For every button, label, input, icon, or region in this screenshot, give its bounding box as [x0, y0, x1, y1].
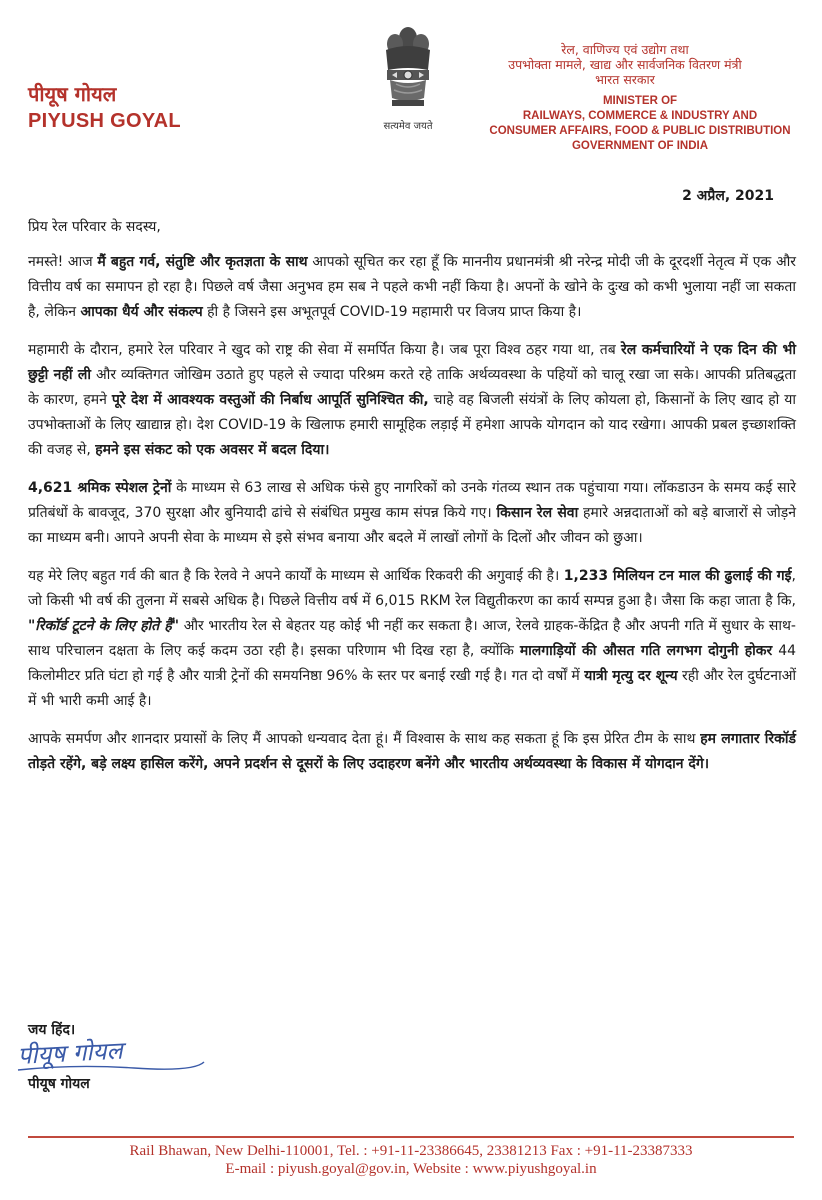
emphasized-text: हम लगातार रिकॉर्ड तोड़ते रहेंगे, बड़े लक्ष्य हासिल करेंगे, अपने प्रदर्शन से दूसरों के लिए उदाहरण बनेंगे और भारतीय अर्थव्यवस्था के विकास में योगदान देंगे। [28, 731, 797, 772]
signer-name: पीयूष गोयल [28, 1076, 90, 1092]
signature-text: पीयूष गोयल [16, 1036, 124, 1070]
minister-title-english [480, 94, 800, 154]
emphasized-text: आपका धैर्य और संकल्प [80, 304, 203, 320]
body-paragraph: नमस्ते! आज मैं बहुत गर्व, संतुष्टि और कृतज्ञता के साथ आपको सूचित कर रहा हूँ कि माननीय प्रधानमंत्री श्री नरेन्द्र मोदी जी के दूरदर्शी नेतृत्व में एक और वित्तीय वर्ष का समापन हो रहा है। पिछले वर्ष जैसा अनुभव हम सब ने पहले कभी नहीं किया है। अपनों के खोने के दुःख को कभी भुलाया नहीं जा सकता है, लेकिन आपका धैर्य और संकल्प ही है जिसने इस अभूतपूर्व COVID-19 महामारी पर विजय प्राप्त किया है। [28, 254, 796, 320]
body-paragraph: यह मेरे लिए बहुत गर्व की बात है कि रेलवे ने अपने कार्यों के माध्यम से आर्थिक रिकवरी की अगुवाई की है। 1,233 मिलियन टन माल की ढुलाई की गई, जो किसी भी वर्ष की तुलना में सबसे अधिक है। पिछले वित्तीय वर्ष में 6,015 RKM रेल विद्युतीकरण का कार्य सम्पन्न हुआ है। जैसा कि कहा जाता है कि, "रिकॉर्ड टूटने के लिए होते हैं" और भारतीय रेल से बेहतर यह कोई भी नहीं कर सकता है। आज, रेलवे ग्राहक-केंद्रित है और अपनी गति में सुधार के साथ-साथ परिचालन दक्षता के लिए कई कदम उठा रही है। इसका परिणाम भी दिख रहा है, क्योंकि मालगाड़ियों की औसत गति लगभग दोगुनी होकर 44 किलोमीटर प्रति घंटा हो गई है और यात्री ट्रेनों की समयनिष्ठा 96% के स्तर पर बनाई रखी गई है। गत दो वर्षों में यात्री मृत्यु दर शून्य रही और रेल दुर्घटनाओं में भी भारी कमी आई है। [28, 568, 797, 709]
emblem-motto: सत्यमेव जयते [383, 121, 433, 132]
footer-contact: E-mail : piyush.goyal@gov.in, Website : www.piyushgoyal.in [225, 1161, 597, 1177]
lion-capital-icon [378, 20, 438, 116]
state-emblem [362, 20, 454, 144]
title-english-line: GOVERNMENT OF INDIA [571, 140, 709, 152]
emphasized-text: "रिकॉर्ड टूटने के लिए होते हैं" [28, 618, 180, 634]
emphasized-text: मालगाड़ियों की औसत गति लगभग दोगुनी होकर [519, 643, 773, 659]
emphasized-text: 1,233 मिलियन टन माल की ढुलाई की गई [563, 568, 792, 584]
title-english-line: RAILWAYS, COMMERCE & INDUSTRY AND [522, 110, 758, 122]
title-english-line: MINISTER OF [602, 95, 678, 107]
title-english-line: CONSUMER AFFAIRS, FOOD & PUBLIC DISTRIBUTION [489, 125, 791, 137]
emphasized-text: यात्री मृत्यु दर शून्य [584, 668, 678, 684]
emphasized-text: किसान रेल सेवा [496, 505, 579, 521]
sender-name-hindi: पीयूष गोयल [28, 82, 117, 106]
closing-greeting: जय हिंद। [28, 1022, 76, 1038]
title-hindi-line: उपभोक्ता मामले, खाद्य और सार्वजनिक वितरण मंत्री [508, 57, 742, 72]
emphasized-text: मैं बहुत गर्व, संतुष्टि और कृतज्ञता के साथ [97, 254, 308, 270]
footer-address: Rail Bhawan, New Delhi-110001, Tel. : +91-11-23386645, 23381213 Fax : +91-11-23387333 [129, 1143, 693, 1159]
body-paragraph: आपके समर्पण और शानदार प्रयासों के लिए मैं आपको धन्यवाद देता हूं। मैं विश्वास के साथ कह सकता हूं कि इस प्रेरित टीम के साथ हम लगातार रिकॉर्ड तोड़ते रहेंगे, बड़े लक्ष्य हासिल करेंगे, अपने प्रदर्शन से दूसरों के लिए उदाहरण बनेंगे और भारतीय अर्थव्यवस्था के विकास में योगदान देंगे। [28, 731, 797, 772]
title-hindi-line: रेल, वाणिज्य एवं उद्योग तथा [561, 42, 689, 57]
letter-body [28, 215, 796, 790]
emphasized-text: हमने इस संकट को एक अवसर में बदल दिया। [95, 442, 330, 458]
emphasized-text: 4,621 श्रमिक स्पेशल ट्रेनों [28, 480, 172, 496]
title-hindi-line: भारत सरकार [595, 72, 655, 87]
body-paragraph: महामारी के दौरान, हमारे रेल परिवार ने खुद को राष्ट्र की सेवा में समर्पित किया है। जब पूरा विश्व ठहर गया था, तब रेल कर्मचारियों ने एक दिन की भी छुट्टी नहीं ली और व्यक्तिगत जोखिम उठाते हुए पहले से ज्यादा परिश्रम करते रहे ताकि अर्थव्यवस्था के पहियों को चालू रखा जा सके। आपकी प्रतिबद्धता के कारण, हमने पूरे देश में आवश्यक वस्तुओं की निर्बाध आपूर्ति सुनिश्चित की, चाहे वह बिजली संयंत्रों के लिए कोयला हो, किसानों के लिए खाद हो या उपभोक्ताओं के लिए खाद्यान्न हो। देश COVID-19 के खिलाफ हमारी सामूहिक लड़ाई में हमेशा आपके योगदान को याद रखेगा। आपकी प्रबल इच्छाशक्ति की वजह से, हमने इस संकट को एक अवसर में बदल दिया। [28, 342, 796, 458]
salutation: प्रिय रेल परिवार के सदस्य, [28, 219, 161, 235]
letter-date: 2 अप्रैल, 2021 [682, 188, 774, 204]
emphasized-text: रेल कर्मचारियों ने एक दिन की भी छुट्टी नहीं ली [28, 342, 796, 383]
emphasized-text: पूरे देश में आवश्यक वस्तुओं की निर्बाध आपूर्ति सुनिश्चित की, [111, 392, 429, 408]
letterhead-footer [0, 1142, 822, 1178]
footer-divider [28, 1136, 794, 1138]
minister-title-hindi [500, 42, 750, 87]
sender-name-english: PIYUSH GOYAL [28, 110, 181, 132]
body-paragraph: 4,621 श्रमिक स्पेशल ट्रेनों के माध्यम से 63 लाख से अधिक फंसे हुए नागरिकों को उनके गंतव्य स्थान तक पहुंचाया गया। लॉकडाउन के समय कई सारे प्रतिबंधों के बावजूद, 370 सुरक्षा और बुनियादी ढांचे से संबंधित प्रमुख काम संपन्न किये गए। किसान रेल सेवा हमारे अन्नदाताओं को बड़े बाजारों से जोड़ने का माध्यम बनी। आपने अपनी सेवा के माध्यम से इसे संभव बनाया और बदले में लाखों लोगों के दिलों और जीवन को छुआ। [28, 480, 797, 546]
